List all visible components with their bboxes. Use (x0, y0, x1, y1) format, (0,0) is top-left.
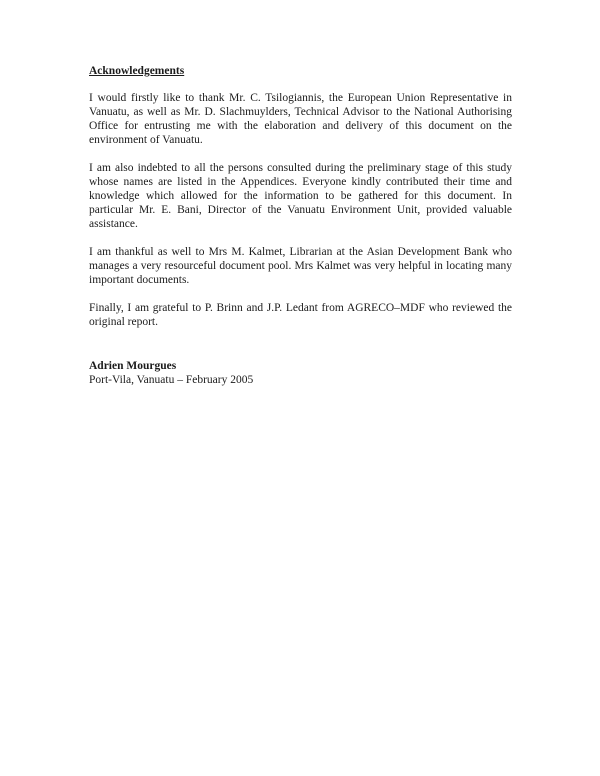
paragraph-thanks-eu-representative: I would firstly like to thank Mr. C. Tsilogiannis, the European Union Representative in Vanuatu, as well as Mr. D. Slachmuylders, Technical Advisor to the National Authorising Office for entrusting me with the elaboration and delivery of this document on the environment of Vanuatu. (89, 92, 512, 146)
paragraph-persons-consulted: I am also indebted to all the persons consulted during the preliminary stage of this study whose names are listed in the Appendices. Everyone kindly contributed their time and knowledge which allowed for the information to be gathered for this document. In particular Mr. E. Bani, Director of the Vanuatu Environment Unit, provided valuable assistance. (89, 162, 512, 230)
page-title: Acknowledgements (89, 65, 185, 77)
signature-block (89, 359, 512, 387)
paragraph-thanks-reviewers: Finally, I am grateful to P. Brinn and J.P. Ledant from AGRECO–MDF who reviewed the original report. (89, 302, 512, 328)
paragraph-thanks-librarian: I am thankful as well to Mrs M. Kalmet, Librarian at the Asian Development Bank who manages a very resourceful document pool. Mrs Kalmet was very helpful in locating many important documents. (89, 246, 512, 286)
signature-place-date: Port-Vila, Vanuatu – February 2005 (89, 374, 254, 386)
signature-name: Adrien Mourgues (89, 360, 177, 372)
